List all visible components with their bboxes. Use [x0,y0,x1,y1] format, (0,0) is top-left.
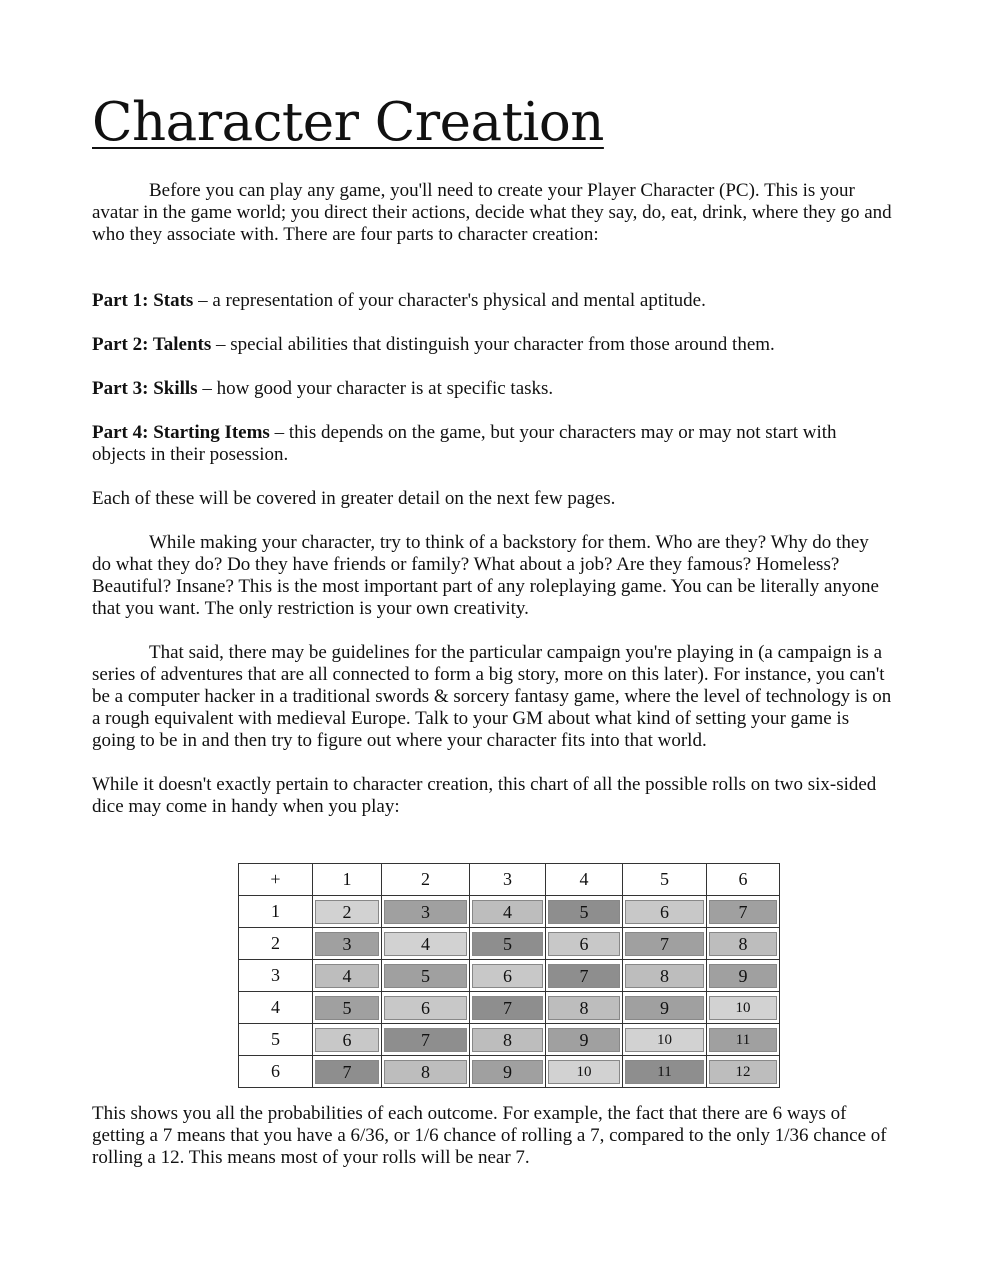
table-cell [313,896,382,928]
table-cell [546,1056,623,1088]
table-cell [382,896,470,928]
page-title: Character Creation [92,92,604,153]
table-cell [313,960,382,992]
sum-value: 3 [384,900,467,924]
guidelines-paragraph: That said, there may be guidelines for the particular campaign you're playing in (a campaign is a series of adventures that are all connected to form a big story, more on this later). For instance, you can't be a computer hacker in a traditional swords & sorcery fantasy game, where the level of technology is on a rough equivalent with medieval Europe. Talk to your GM about what kind of setting your game is going to be in and then try to figure out where your character fits into that world. [92,642,892,751]
sum-value: 2 [315,900,379,924]
table-cell [707,928,780,960]
table-row [239,928,780,960]
table-row [239,960,780,992]
sum-value: 8 [384,1060,467,1084]
table-cell [623,1024,707,1056]
sum-value: 7 [709,900,777,924]
table-cell [382,928,470,960]
row-header: 5 [239,1024,313,1056]
table-cell [470,1024,546,1056]
table-cell [470,992,546,1024]
table-cell [313,992,382,1024]
column-header: 6 [707,864,780,896]
row-header: 1 [239,896,313,928]
table-cell [546,960,623,992]
part-1-label: Part 1: Stats [92,290,194,311]
sum-value: 5 [472,932,543,956]
sum-value: 5 [315,996,379,1020]
sum-value: 11 [625,1060,704,1084]
sum-value: 10 [548,1060,620,1084]
sum-value: 7 [315,1060,379,1084]
table-cell [546,896,623,928]
part-2-paragraph [92,334,892,356]
sum-value: 12 [709,1060,777,1084]
sum-value: 8 [625,964,704,988]
table-cell [313,1024,382,1056]
part-1-text: – a representation of your character's physical and mental aptitude. [193,290,706,311]
part-3-label: Part 3: Skills [92,378,198,399]
chart-intro-paragraph: While it doesn't exactly pertain to character creation, this chart of all the possible rolls on two six-sided dice may come in handy when you play: [92,774,877,817]
sum-value: 5 [548,900,620,924]
part-4-text: – this depends on the game, but your characters may or may not start with objects in their posession. [92,422,837,465]
sum-value: 9 [709,964,777,988]
row-header: 2 [239,928,313,960]
table-row [239,1024,780,1056]
sum-value: 3 [315,932,379,956]
table-header-row [239,864,780,896]
sum-value: 9 [548,1028,620,1052]
sum-value: 4 [384,932,467,956]
part-2-label: Part 2: Talents [92,334,212,355]
column-header: 3 [470,864,546,896]
dice-roll-table [238,863,780,1088]
part-2-text: – special abilities that distinguish your character from those around them. [211,334,775,355]
part-3-text: – how good your character is at specific tasks. [197,378,554,399]
part-4-paragraph [92,422,892,466]
table-cell [623,992,707,1024]
part-4-label: Part 4: Starting Items [92,422,270,443]
part-3-paragraph [92,378,892,400]
sum-value: 6 [548,932,620,956]
sum-value: 8 [709,932,777,956]
table-cell [707,960,780,992]
sum-value: 10 [709,996,777,1020]
column-header: 2 [382,864,470,896]
row-header: 6 [239,1056,313,1088]
table-cell [707,1024,780,1056]
table-cell [470,896,546,928]
table-cell [313,928,382,960]
column-header: 5 [623,864,707,896]
table-cell [623,928,707,960]
sum-value: 7 [625,932,704,956]
table-cell [707,896,780,928]
table-cell [470,960,546,992]
table-row [239,896,780,928]
document-page [92,90,892,818]
sum-value: 4 [472,900,543,924]
outro-paragraph: This shows you all the probabilities of each outcome. For example, the fact that there are 6 ways of getting a 7 means that you have a 6/36, or 1/6 chance of rolling a 7, compared to the only 1/36 chance of rolling a 12. This means most of your rolls will be near 7. [92,1103,887,1168]
sum-value: 6 [625,900,704,924]
row-header: 3 [239,960,313,992]
table-cell [382,960,470,992]
sum-value: 4 [315,964,379,988]
sum-value: 7 [472,996,543,1020]
table-cell [382,1024,470,1056]
sum-value: 11 [709,1028,777,1052]
table-cell [623,1056,707,1088]
table-cell [707,992,780,1024]
table-row [239,992,780,1024]
covered-paragraph: Each of these will be covered in greater detail on the next few pages. [92,488,616,509]
sum-value: 7 [384,1028,467,1052]
sum-value: 5 [384,964,467,988]
table-cell [470,1056,546,1088]
table-cell [313,1056,382,1088]
table-cell [546,992,623,1024]
sum-value: 6 [384,996,467,1020]
table-cell [382,992,470,1024]
table-row [239,1056,780,1088]
backstory-paragraph: While making your character, try to think of a backstory for them. Who are they? Why do they do what they do? Do they have friends or family? What about a job? Are they famous? Homeless? Beautiful? Insane? This is the most important part of any roleplaying game. You can be literally anyone that you want. The only restriction is your own creativity. [92,532,879,619]
table-cell [546,1024,623,1056]
column-header: 1 [313,864,382,896]
column-header: 4 [546,864,623,896]
part-1-paragraph [92,290,892,312]
sum-value: 6 [315,1028,379,1052]
sum-value: 10 [625,1028,704,1052]
sum-value: 8 [548,996,620,1020]
sum-value: 7 [548,964,620,988]
sum-value: 8 [472,1028,543,1052]
table-cell [623,896,707,928]
table-corner-cell: + [239,864,313,896]
table-cell [382,1056,470,1088]
table-cell [470,928,546,960]
row-header: 4 [239,992,313,1024]
table-cell [623,960,707,992]
table-cell [707,1056,780,1088]
sum-value: 6 [472,964,543,988]
sum-value: 9 [472,1060,543,1084]
sum-value: 9 [625,996,704,1020]
intro-paragraph: Before you can play any game, you'll need to create your Player Character (PC). This is your avatar in the game world; you direct their actions, decide what they say, do, eat, drink, where they go and who they associate with. There are four parts to character creation: [92,180,892,245]
table-cell [546,928,623,960]
